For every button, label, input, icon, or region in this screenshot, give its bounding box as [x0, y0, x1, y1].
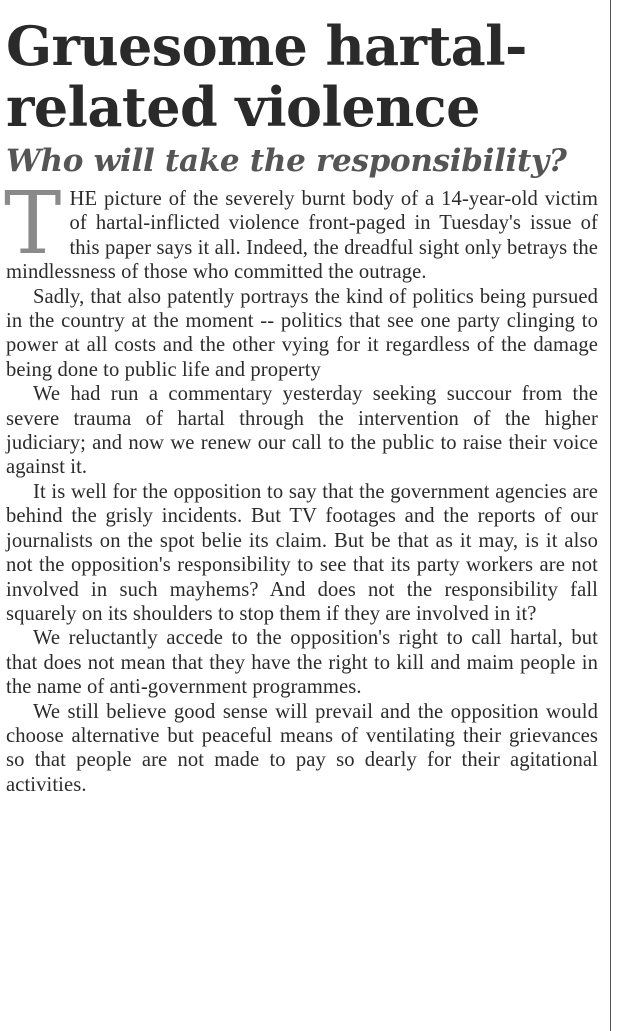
editorial-article — [6, 16, 598, 797]
paragraph-1-text: HE picture of the severely burnt body of a 14-year-old victim of hartal-inflicted violence front-paged in Tuesday's issue of this paper says it all. Indeed, the dreadful sight only betrays the mindlessness of those who committed the outrage. — [6, 188, 598, 284]
paragraph-5: We reluctantly accede to the opposition's right to call hartal, but that does not mean that they have the right to kill and maim people in the name of anti-government programmes. — [6, 627, 598, 699]
headline-line-2: related violence — [6, 75, 480, 139]
column-rule — [610, 0, 611, 1031]
paragraph-3: We had run a commentary yesterday seeking succour from the severe trauma of hartal through the intervention of the higher judiciary; and now we renew our call to the public to raise their voice against it. — [6, 383, 598, 479]
article-body — [4, 174, 598, 797]
subheadline: Who will take the responsibility? — [6, 143, 567, 179]
paragraph-1 — [4, 174, 598, 285]
headline — [6, 16, 598, 138]
headline-line-1: Gruesome hartal- — [6, 14, 527, 78]
paragraph-2: Sadly, that also patently portrays the kind of politics being pursued in the country at the moment -- politics that see one party clinging to power at all costs and the other vying for it regardless of the damage being done to public life and property — [6, 285, 598, 381]
paragraph-6: We still believe good sense will prevail and the opposition would choose alternative but peaceful means of ventilating their grievances so that people are not made to pay so dearly for their agitational activities. — [6, 700, 598, 796]
paragraph-4: It is well for the opposition to say that the government agencies are behind the grisly incidents. But TV footages and the reports of our journalists on the spot belie its claim. But be that as it may, is it also not the opposition's responsibility to see that its party workers are not involved in such mayhems? And does not the responsibility fall squarely on its shoulders to stop them if they are involved in it? — [6, 480, 598, 625]
drop-cap: T — [4, 174, 62, 274]
